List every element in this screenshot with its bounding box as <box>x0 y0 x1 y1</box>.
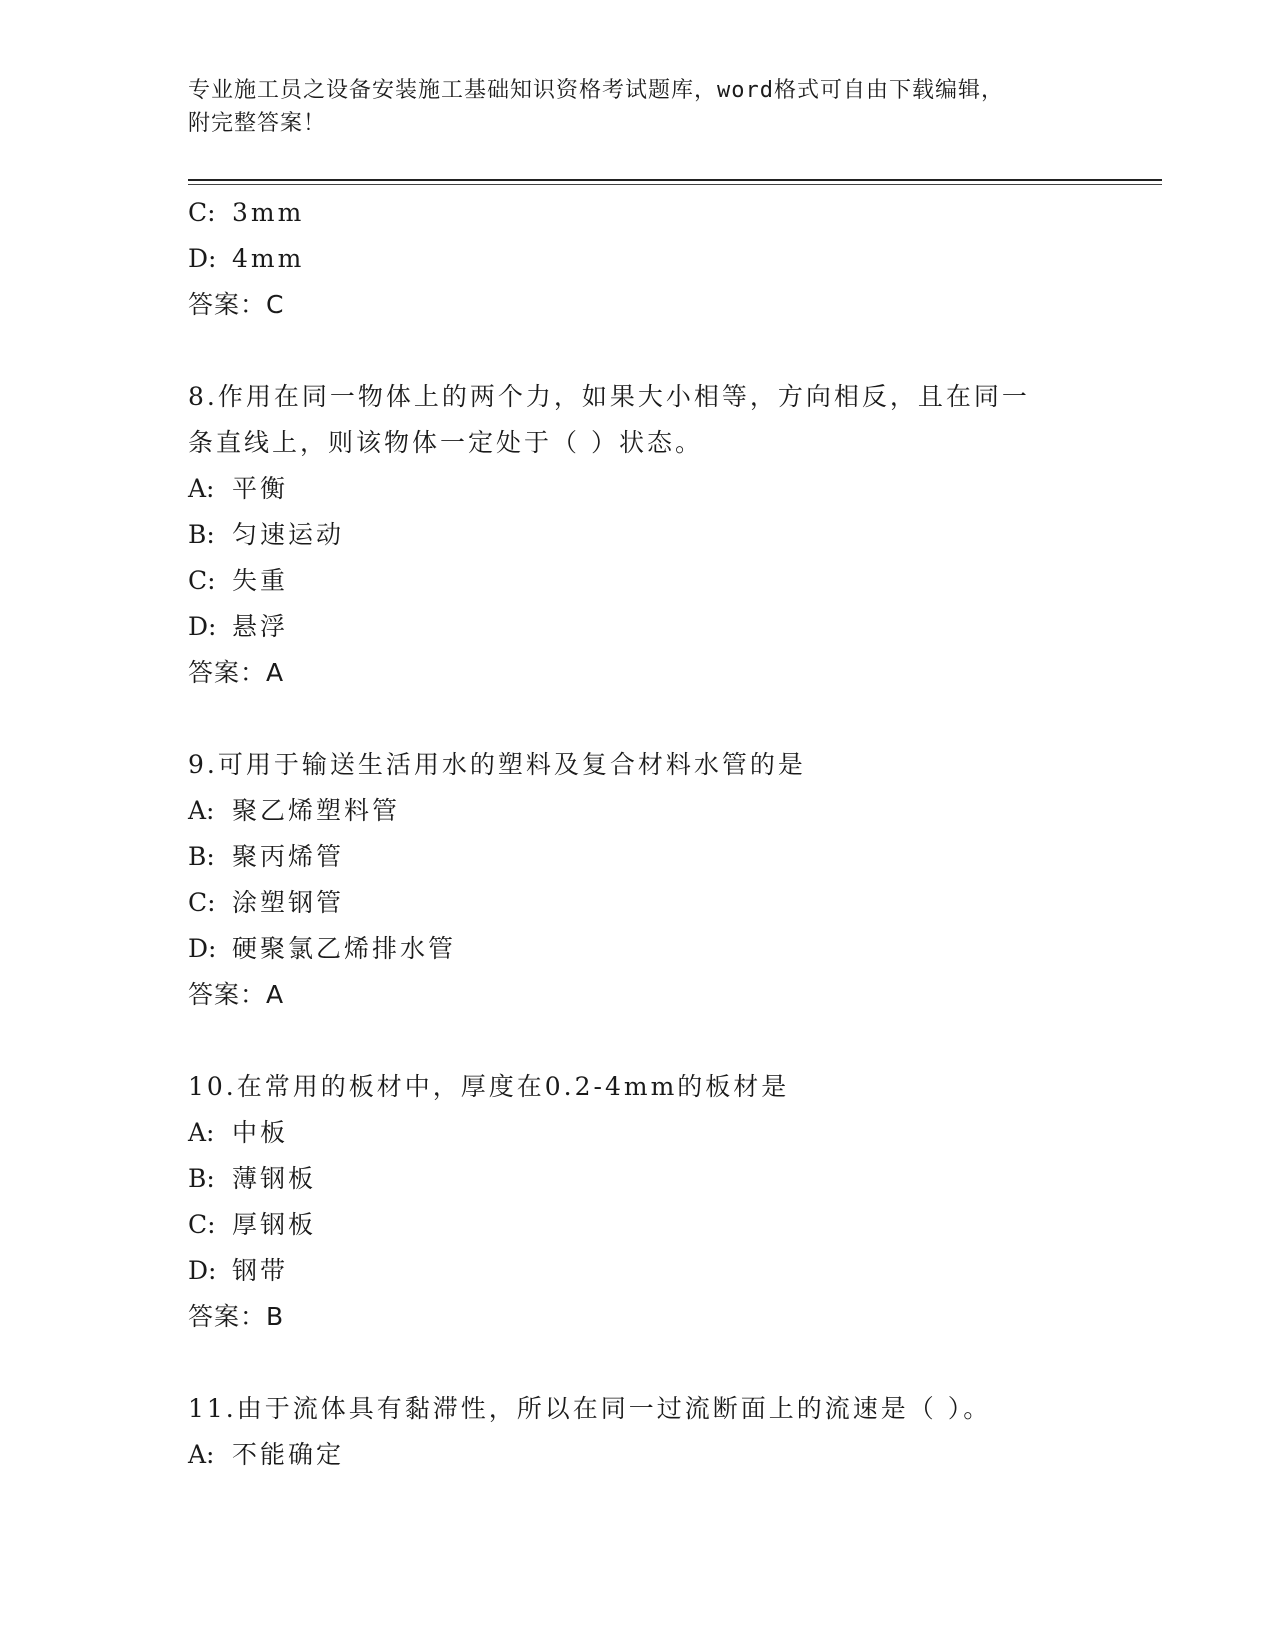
option-d <box>188 236 1148 282</box>
option-text: 不能确定 <box>232 1440 345 1469</box>
option-label: A: <box>188 1440 215 1469</box>
option-c <box>188 558 1148 604</box>
option-text: 中板 <box>232 1118 289 1147</box>
option-label: B: <box>188 1164 215 1193</box>
option-label: C: <box>188 566 216 595</box>
option-text: 悬浮 <box>232 612 289 641</box>
question-stem: 11.由于流体具有黏滞性，所以在同一过流断面上的流速是（ ）。 <box>188 1394 992 1423</box>
option-label: A: <box>188 474 215 503</box>
option-b <box>188 834 1148 880</box>
question-stem: 10.在常用的板材中，厚度在0.2-4mm的板材是 <box>188 1072 790 1101</box>
option-text: 涂塑钢管 <box>232 888 345 917</box>
option-label: A: <box>188 1118 215 1147</box>
option-d <box>188 926 1148 972</box>
header-line-1: 专业施工员之设备安装施工基础知识资格考试题库，word格式可自由下载编辑， <box>188 78 1004 103</box>
option-label: D: <box>188 1256 217 1285</box>
question-10 <box>188 1064 1148 1340</box>
question-list <box>188 190 1148 1478</box>
option-text: 厚钢板 <box>232 1210 317 1239</box>
option-d <box>188 1248 1148 1294</box>
question-8 <box>188 374 1148 696</box>
option-text: 平衡 <box>232 474 289 503</box>
option-label: B: <box>188 520 215 549</box>
answer-line: 答案：A <box>188 980 285 1009</box>
option-text: 钢带 <box>232 1256 289 1285</box>
question-stem: 条直线上，则该物体一定处于（ ）状态。 <box>188 428 703 457</box>
option-c <box>188 880 1148 926</box>
option-label: A: <box>188 796 215 825</box>
option-text: 聚乙烯塑料管 <box>232 796 401 825</box>
option-a <box>188 1432 1148 1478</box>
option-label: D: <box>188 612 217 641</box>
option-text: 硬聚氯乙烯排水管 <box>232 934 457 963</box>
question-partial <box>188 190 1148 328</box>
answer-line: 答案：C <box>188 290 285 319</box>
option-text: 失重 <box>232 566 289 595</box>
option-b <box>188 1156 1148 1202</box>
option-label: C: <box>188 1210 216 1239</box>
option-label: B: <box>188 842 215 871</box>
question-11 <box>188 1386 1148 1478</box>
option-a <box>188 466 1148 512</box>
question-stem: 9.可用于输送生活用水的塑料及复合材料水管的是 <box>188 750 806 779</box>
option-text: 薄钢板 <box>232 1164 317 1193</box>
header-divider-thin <box>188 184 1162 185</box>
option-b <box>188 512 1148 558</box>
question-9 <box>188 742 1148 1018</box>
question-stem: 8.作用在同一物体上的两个力，如果大小相等，方向相反，且在同一 <box>188 382 1030 411</box>
option-c <box>188 190 1148 236</box>
option-text: 聚丙烯管 <box>232 842 345 871</box>
option-a <box>188 1110 1148 1156</box>
option-text: 匀速运动 <box>232 520 345 549</box>
option-text: 3mm <box>232 198 305 227</box>
option-label: D: <box>188 934 217 963</box>
option-label: D: <box>188 244 217 273</box>
option-c <box>188 1202 1148 1248</box>
option-d <box>188 604 1148 650</box>
option-text: 4mm <box>232 244 305 273</box>
document-header <box>188 74 1088 140</box>
option-a <box>188 788 1148 834</box>
header-line-2: 附完整答案！ <box>188 111 327 136</box>
option-label: C: <box>188 888 216 917</box>
answer-line: 答案：A <box>188 658 285 687</box>
header-divider-thick <box>188 179 1162 181</box>
answer-line: 答案：B <box>188 1302 285 1331</box>
option-label: C: <box>188 198 216 227</box>
